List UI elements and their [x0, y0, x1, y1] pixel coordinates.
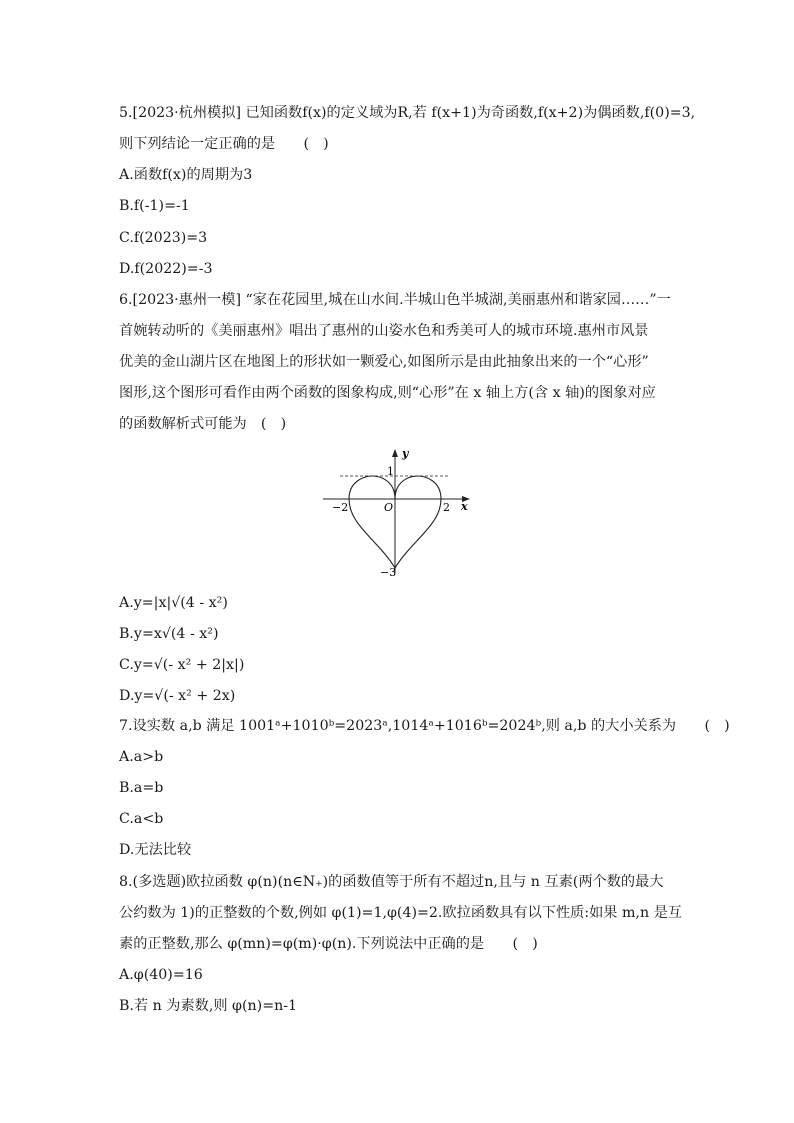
- question-5-stem-line-1: 5.[2023·杭州模拟] 已知函数f(x)的定义域为R,若 f(x+1)为奇函数,f(x+2)为偶函数,f(0)=3,: [119, 105, 696, 121]
- question-6-stem-line-5: 的函数解析式可能为 ( ): [119, 416, 287, 432]
- question-5-option-b: B.f(-1)=-1: [119, 198, 190, 214]
- question-5-stem-line-2: 则下列结论一定正确的是 ( ): [119, 136, 329, 152]
- question-7-option-b: B.a=b: [119, 780, 164, 796]
- question-7-stem: 7.设实数 a,b 满足 1001ᵃ+1010ᵇ=2023ᵃ,1014ᵃ+1016ᵇ=2024ᵇ,则 a,b 的大小关系为 ( ): [119, 718, 730, 734]
- tick-label-neg3: −3: [380, 566, 397, 579]
- question-7-option-c: C.a<b: [119, 811, 164, 827]
- question-6-stem-line-2: 首婉转动听的《美丽惠州》唱出了惠州的山姿水色和秀美可人的城市环境.惠州市风景: [119, 323, 649, 339]
- heart-shape-figure: [318, 440, 478, 580]
- x-axis-label: x: [461, 500, 468, 513]
- question-8-option-b: B.若 n 为素数,则 φ(n)=n-1: [119, 998, 298, 1014]
- tick-label-neg2: −2: [332, 501, 349, 514]
- tick-label-2: 2: [443, 501, 450, 514]
- question-6-stem-line-1: 6.[2023·惠州一模] “家在花园里,城在山水间.半城山色半城湖,美丽惠州和谐家园……”一: [119, 292, 671, 308]
- y-axis-label: y: [402, 447, 409, 460]
- question-6-stem-line-3: 优美的金山湖片区在地图上的形状如一颗爱心,如图所示是由此抽象出来的一个“心形”: [119, 354, 649, 370]
- question-8-option-a: A.φ(40)=16: [119, 967, 203, 983]
- question-7-option-a: A.a>b: [119, 749, 164, 765]
- question-6-option-d: D.y=√(- x² + 2x): [119, 688, 236, 704]
- question-8-stem-line-3: 素的正整数,那么 φ(mn)=φ(m)·φ(n).下列说法中正确的是 ( ): [119, 936, 538, 952]
- question-8-stem-line-2: 公约数为 1)的正整数的个数,例如 φ(1)=1,φ(4)=2.欧拉函数具有以下性质:如果 m,n 是互: [119, 905, 682, 921]
- question-6-option-c: C.y=√(- x² + 2|x|): [119, 657, 245, 673]
- question-7-option-d: D.无法比较: [119, 842, 192, 858]
- question-8-stem-line-1: 8.(多选题)欧拉函数 φ(n)(n∈N₊)的函数值等于所有不超过n,且与 n 互素(两个数的最大: [119, 874, 664, 890]
- heart-graph: [318, 440, 478, 580]
- origin-label: O: [384, 501, 394, 514]
- question-6-option-b: B.y=x√(4 - x²): [119, 626, 219, 642]
- question-6-option-a: A.y=|x|√(4 - x²): [119, 595, 228, 611]
- question-5-option-c: C.f(2023)=3: [119, 230, 208, 246]
- question-5-option-d: D.f(2022)=-3: [119, 261, 213, 277]
- question-5-option-a: A.函数f(x)的周期为3: [119, 167, 253, 183]
- question-6-stem-line-4: 图形,这个图形可看作由两个函数的图象构成,则“心形”在 x 轴上方(含 x 轴)的图象对应: [119, 385, 656, 401]
- tick-label-1: 1: [387, 465, 394, 478]
- y-axis-arrow: [392, 449, 398, 457]
